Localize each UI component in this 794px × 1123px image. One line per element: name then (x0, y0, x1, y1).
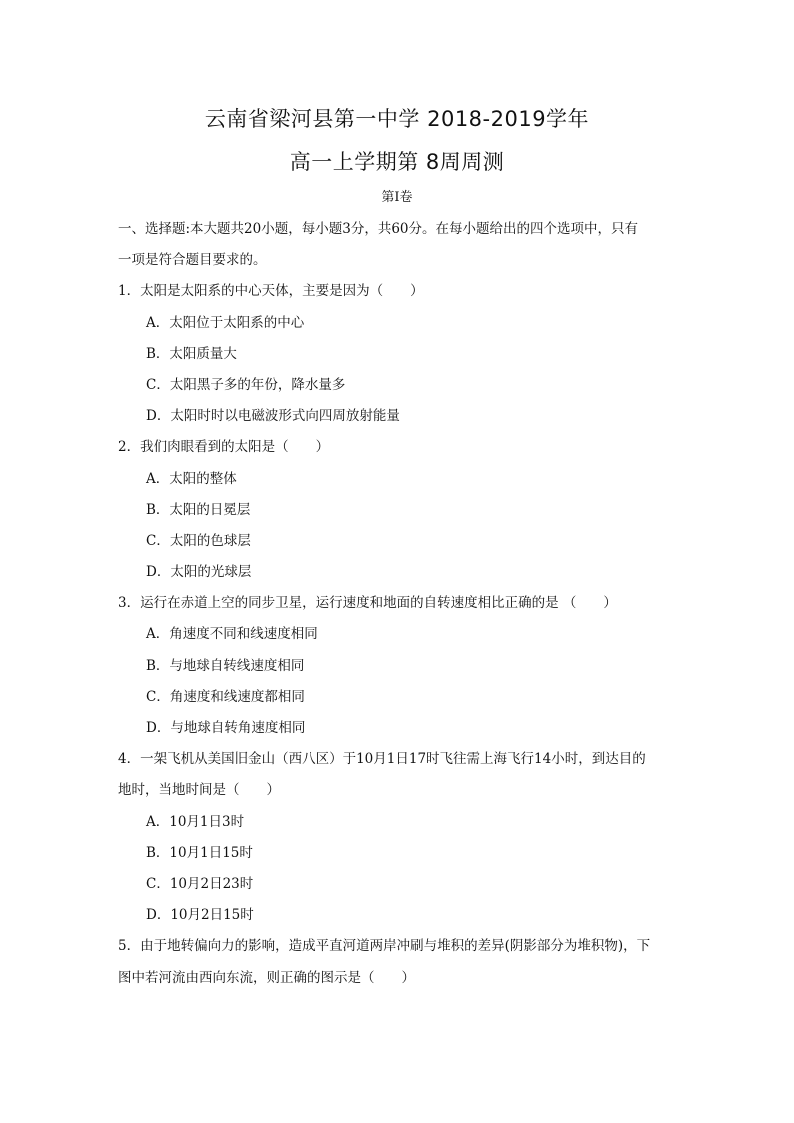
exam-title-line2: 高一上学期第 8周周测 (289, 150, 505, 174)
question-1-option-a: A．太阳位于太阳系的中心 (146, 315, 305, 331)
section-intro-line1: 一、选择题:本大题共20小题，每小题3分，共60分。在每小题给出的四个选项中，只有 (118, 221, 638, 237)
volume-label: 第I卷 (381, 190, 413, 205)
question-5-stem-line2: 图中若河流由西向东流，则正确的图示是（ ） (118, 970, 415, 986)
question-4-option-c: C．10月2日23时 (146, 876, 254, 892)
question-1-stem: 1．太阳是太阳系的中心天体，主要是因为（ ） (118, 283, 424, 299)
question-1-option-b: B．太阳质量大 (146, 346, 237, 362)
question-4-stem-line2: 地时，当地时间是（ ） (118, 782, 280, 798)
section-intro-line2: 一项是符合题目要求的。 (118, 252, 267, 268)
question-3-option-a: A．角速度不同和线速度相同 (146, 626, 318, 642)
question-4-option-a: A．10月1日3时 (146, 814, 245, 830)
question-3-stem: 3．运行在赤道上空的同步卫星，运行速度和地面的自转速度相比正确的是 （ ） (118, 595, 617, 611)
question-2-option-d: D．太阳的光球层 (146, 564, 252, 580)
question-1-option-c: C．太阳黑子多的年份，降水量多 (146, 377, 346, 393)
question-2-option-b: B．太阳的日冕层 (146, 502, 251, 518)
question-1-option-d: D．太阳时时以电磁波形式向四周放射能量 (146, 408, 400, 424)
question-2-option-a: A．太阳的整体 (146, 471, 237, 487)
question-4-option-d: D．10月2日15时 (146, 907, 254, 923)
question-2-option-c: C．太阳的色球层 (146, 533, 251, 549)
question-3-option-d: D．与地球自转角速度相同 (146, 720, 306, 736)
question-3-option-c: C．角速度和线速度都相同 (146, 689, 305, 705)
question-4-option-b: B．10月1日15时 (146, 845, 253, 861)
question-3-option-b: B．与地球自转线速度相同 (146, 658, 305, 674)
question-2-stem: 2．我们肉眼看到的太阳是（ ） (118, 439, 330, 455)
question-5-stem-line1: 5．由于地转偏向力的影响，造成平直河道两岸冲刷与堆积的差异(阴影部分为堆积物)，下 (118, 938, 651, 954)
question-4-stem-line1: 4．一架飞机从美国旧金山（西八区）于10月1日17时飞往需上海飞行14小时，到达目的 (118, 751, 646, 767)
exam-title-line1: 云南省梁河县第一中学 2018-2019学年 (204, 107, 590, 131)
